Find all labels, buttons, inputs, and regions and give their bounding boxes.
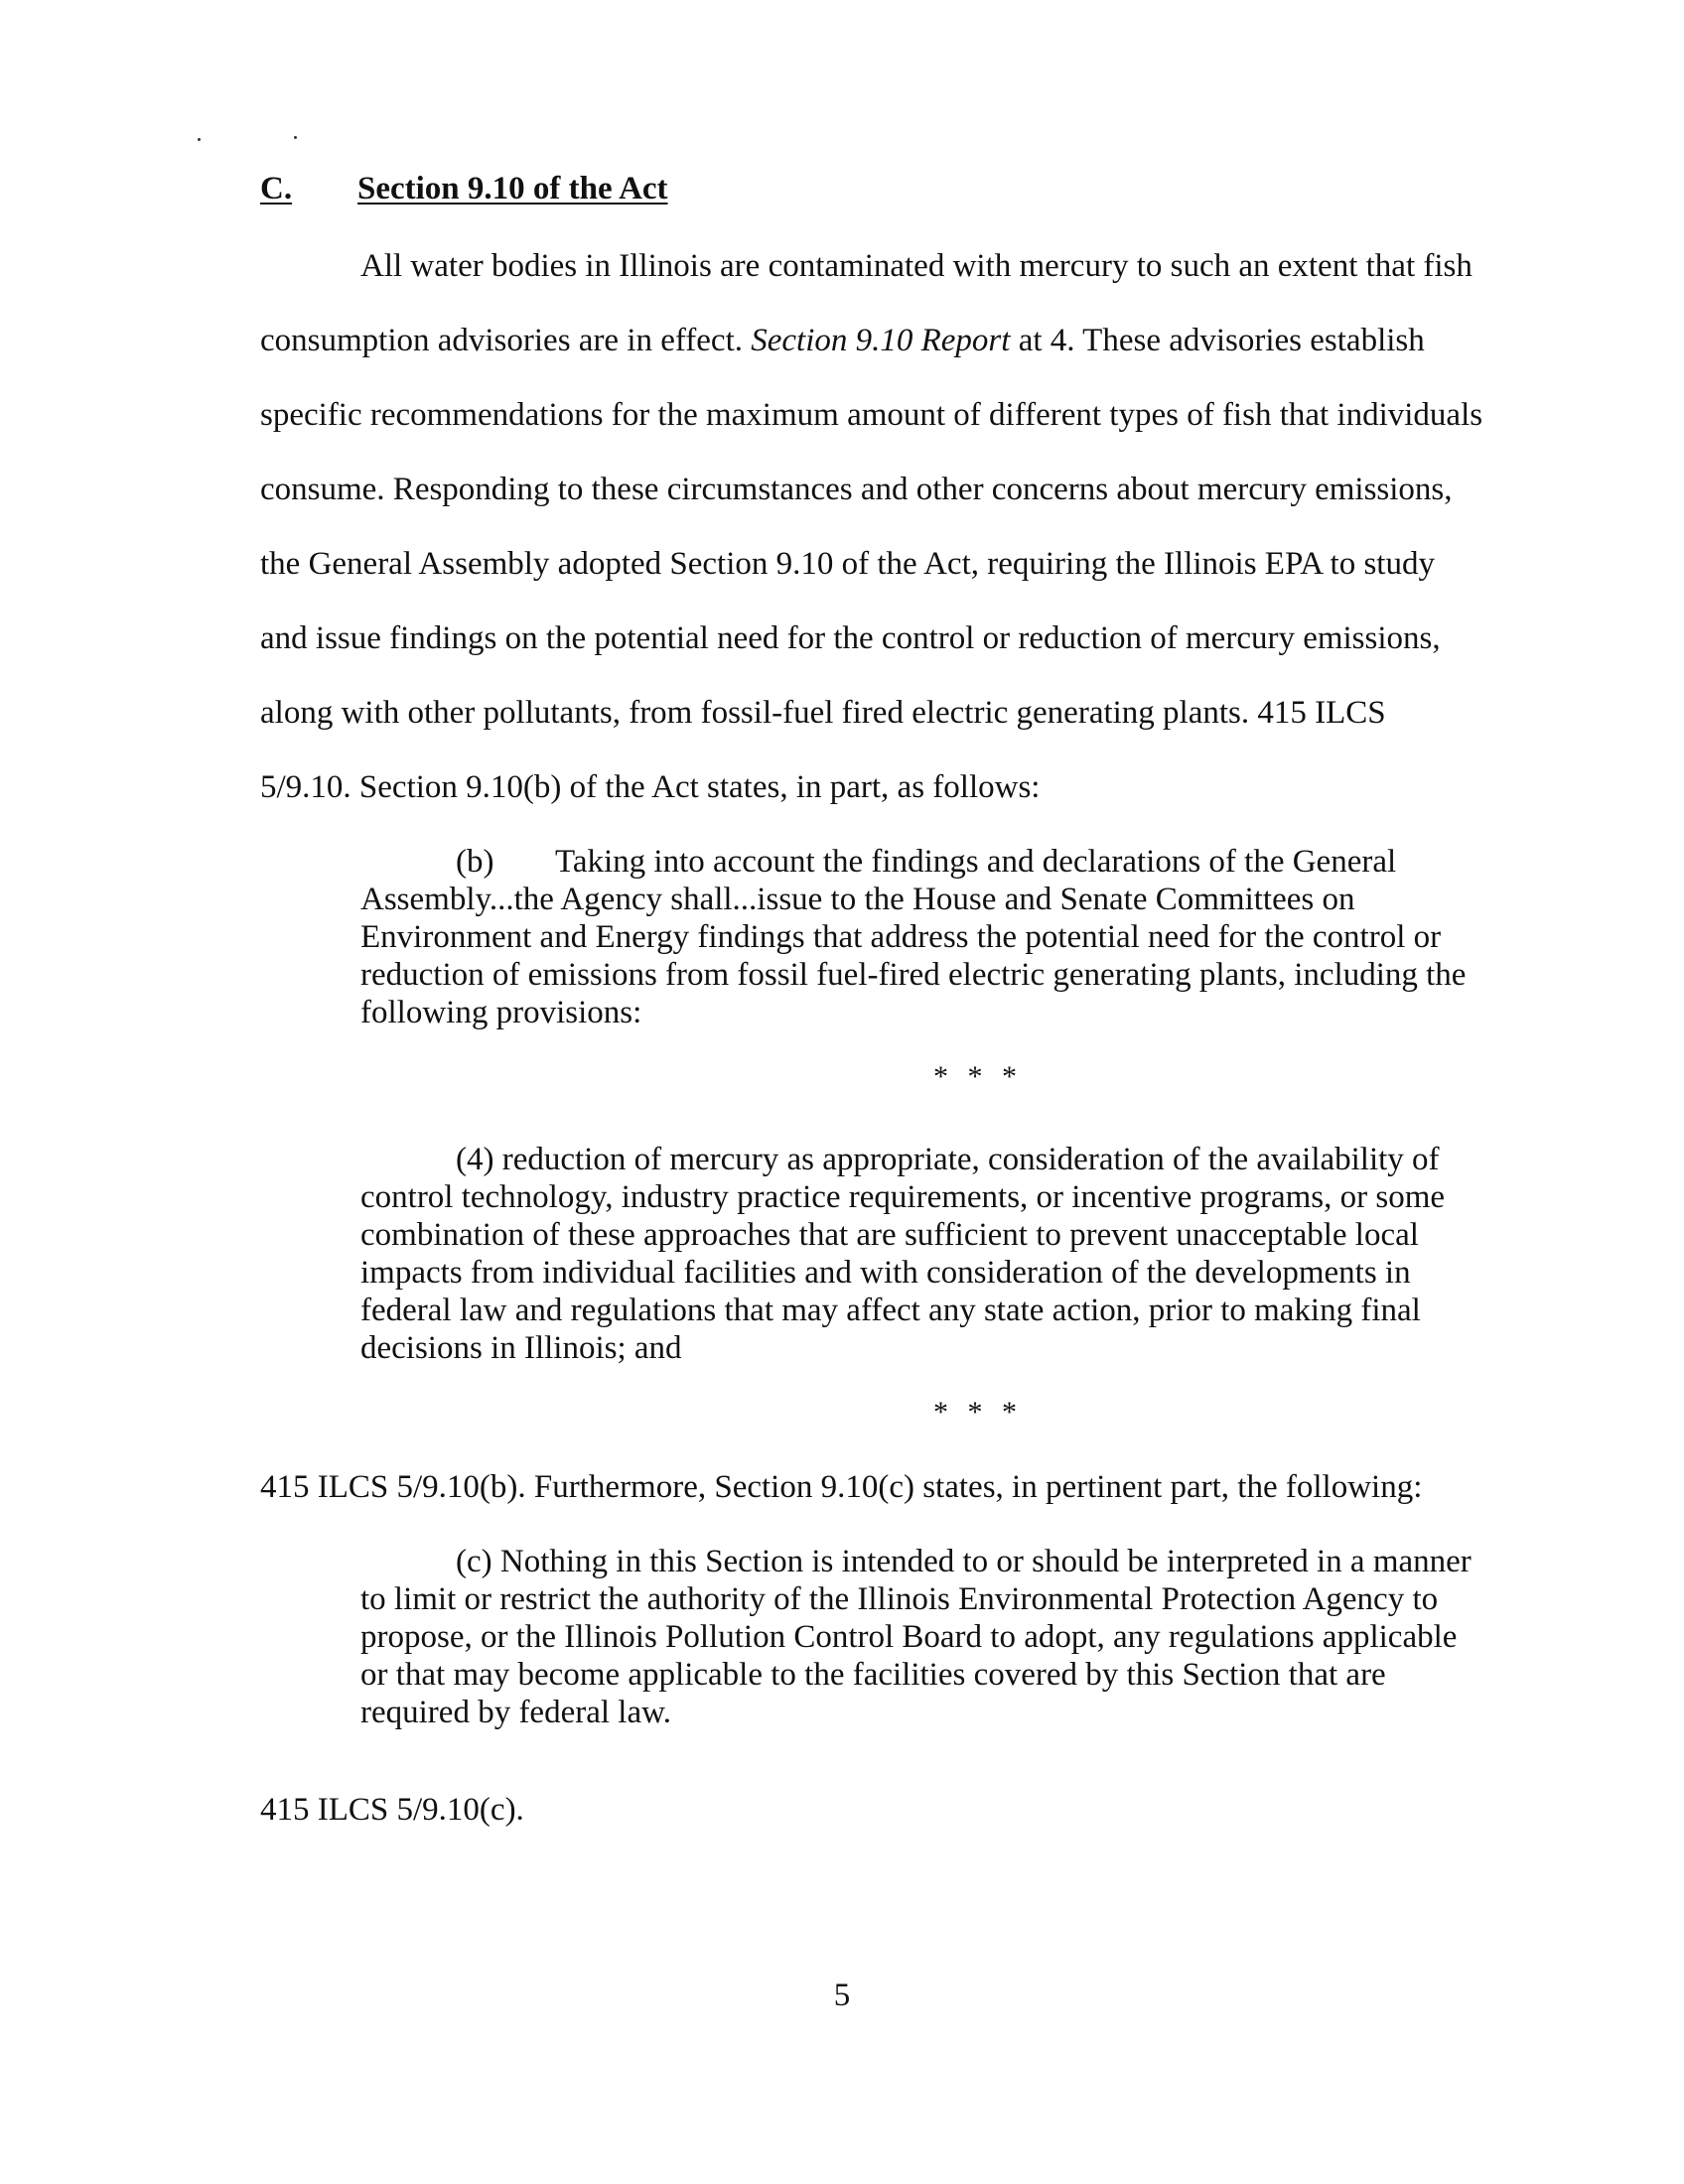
report-citation: Section 9.10 Report bbox=[751, 323, 1011, 358]
section-heading bbox=[260, 171, 668, 207]
quote-line: combination of these approaches that are sufficient to prevent unacceptable local bbox=[360, 1217, 1419, 1253]
paragraph-line: 5/9.10. Section 9.10(b) of the Act states, in part, as follows: bbox=[260, 769, 1041, 805]
subsection-label: (b) bbox=[456, 844, 494, 880]
quote-line: Environment and Energy findings that address the potential need for the control or bbox=[360, 919, 1442, 955]
page-number: 5 bbox=[833, 1978, 851, 2013]
text-run: Taking into account the findings and declarations of the General bbox=[555, 844, 1397, 880]
paragraph-line: consume. Responding to these circumstances and other concerns about mercury emissions, bbox=[260, 472, 1453, 507]
statute-citation: 415 ILCS 5/9.10(c). bbox=[260, 1792, 524, 1828]
paragraph-line: and issue findings on the potential need for the control or reduction of mercury emissions, bbox=[260, 620, 1441, 656]
paragraph-line: the General Assembly adopted Section 9.10 of the Act, requiring the Illinois EPA to study bbox=[260, 546, 1435, 582]
text-run: consumption advisories are in effect. bbox=[260, 323, 752, 358]
quote-line: or that may become applicable to the facilities covered by this Section that are bbox=[360, 1657, 1386, 1693]
quote-line bbox=[456, 842, 1396, 882]
quote-line: (4) reduction of mercury as appropriate, consideration of the availability of bbox=[456, 1142, 1440, 1177]
paragraph-line: along with other pollutants, from fossil-fuel fired electric generating plants. 415 ILCS bbox=[260, 695, 1386, 731]
paragraph-line: specific recommendations for the maximum amount of different types of fish that individuals bbox=[260, 397, 1483, 433]
omission-separator: * * * bbox=[933, 1060, 1023, 1093]
quote-line: following provisions: bbox=[360, 995, 642, 1030]
quote-line: decisions in Illinois; and bbox=[360, 1330, 682, 1366]
omission-separator: * * * bbox=[933, 1396, 1023, 1429]
quote-line: propose, or the Illinois Pollution Control Board to adopt, any regulations applicable bbox=[360, 1619, 1458, 1655]
quote-line: reduction of emissions from fossil fuel-fired electric generating plants, including the bbox=[360, 957, 1467, 993]
quote-line: (c) Nothing in this Section is intended to or should be interpreted in a manner bbox=[456, 1544, 1472, 1579]
section-letter: C. bbox=[260, 171, 293, 206]
text-run: at 4. These advisories establish bbox=[1010, 323, 1425, 358]
scan-artifact-dot bbox=[294, 136, 297, 139]
quote-line: federal law and regulations that may affect any state action, prior to making final bbox=[360, 1293, 1421, 1328]
scan-artifact-dot bbox=[198, 138, 201, 141]
paragraph-line: All water bodies in Illinois are contaminated with mercury to such an extent that fish bbox=[360, 248, 1473, 284]
quote-line: impacts from individual facilities and with consideration of the developments in bbox=[360, 1255, 1411, 1291]
section-title: Section 9.10 of the Act bbox=[357, 171, 668, 206]
paragraph-line bbox=[260, 321, 1425, 360]
quote-line: control technology, industry practice requirements, or incentive programs, or some bbox=[360, 1179, 1446, 1215]
quote-line: to limit or restrict the authority of the Illinois Environmental Protection Agency to bbox=[360, 1581, 1439, 1617]
quote-line: required by federal law. bbox=[360, 1695, 672, 1730]
quote-line: Assembly...the Agency shall...issue to the House and Senate Committees on bbox=[360, 882, 1355, 917]
body-paragraph-2: 415 ILCS 5/9.10(b). Furthermore, Section 9.10(c) states, in pertinent part, the following: bbox=[260, 1469, 1423, 1505]
